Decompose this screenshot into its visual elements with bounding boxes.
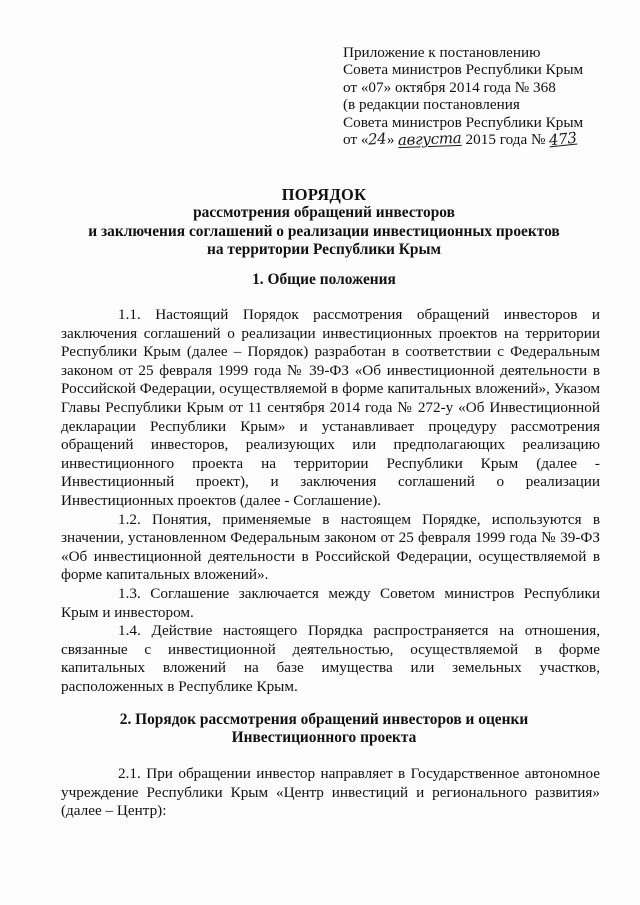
date-mid: » <box>386 131 399 149</box>
annex-line: от «07» октября 2014 года № 368 <box>343 78 556 96</box>
annex-line: Совета министров Республики Крым <box>343 113 584 131</box>
date-year: 2015 года № <box>461 131 550 149</box>
section-2-body <box>61 765 600 821</box>
document-title <box>40 186 608 260</box>
section-2-heading-line: 2. Порядок рассмотрения обращений инвесторов и оценки <box>119 711 529 728</box>
paragraph-1-2: 1.2. Понятия, применяемые в настоящем Порядке, используются в значении, установленном Федеральным законом от 25 февраля 1999 года № 39-ФЗ «Об инвестиционной деятельности в Российской Федерации, осуществляемой в форме капитальных вложений». <box>61 510 600 584</box>
section-1-heading: 1. Общие положения <box>252 271 396 288</box>
title-line: и заключения соглашений о реализации инвестиционных проектов <box>88 222 560 240</box>
section-2-heading-line: Инвестиционного проекта <box>231 729 417 747</box>
annex-line: Совета министров Республики Крым <box>343 61 584 79</box>
annex-date-line <box>343 128 618 150</box>
annex-header <box>343 44 618 148</box>
section-2-heading <box>40 711 608 748</box>
title-line: рассмотрения обращений инвесторов <box>193 204 455 222</box>
paragraph-1-1: 1.1. Настоящий Порядок рассмотрения обращений инвесторов и заключения соглашений о реализации инвестиционных проектов на территории Республики Крым (далее – Порядок) разработан в соответствии с Федеральным законом от 25 февраля 1999 года № 39-ФЗ «Об инвестиционной деятельности в Российской Федерации, осуществляемой в форме капитальных вложений», Указом Главы Республики Крым от 11 сентября 2014 года № 272-у «Об Инвестиционной декларации Республики Крым» и устанавливает процедуру рассмотрения обращений инвесторов, реализующих или предполагающих реализацию инвестиционного проекта на территории Республики Крым (далее - Инвестиционный проект), и заключения соглашений о реализации Инвестиционных проектов (далее - Соглашение). <box>61 306 600 509</box>
section-1-body <box>61 306 600 696</box>
handwritten-number: 473 <box>548 128 578 150</box>
paragraph-1-4: 1.4. Действие настоящего Порядка распространяется на отношения, связанные с инвестиционной деятельностью, осуществляемой в форме капитальных вложений на базе имущества или земельных участков, расположенных в Республике Крым. <box>61 622 600 695</box>
date-prefix: от « <box>343 131 369 149</box>
annex-line: Приложение к постановлению <box>343 44 541 61</box>
paragraph-2-1: 2.1. При обращении инвестор направляет в Государственное автономное учреждение Республики Крым «Центр инвестиций и регионального развития» (далее – Центр): <box>61 765 600 820</box>
annex-line: (в редакции постановления <box>343 96 520 114</box>
handwritten-month: августа <box>397 128 463 150</box>
handwritten-day: 24 <box>367 129 388 149</box>
title-main: ПОРЯДОК <box>281 185 367 204</box>
title-line: на территории Республики Крым <box>206 241 441 259</box>
paragraph-1-3: 1.3. Соглашение заключается между Советом министров Республики Крым и инвестором. <box>61 584 600 621</box>
